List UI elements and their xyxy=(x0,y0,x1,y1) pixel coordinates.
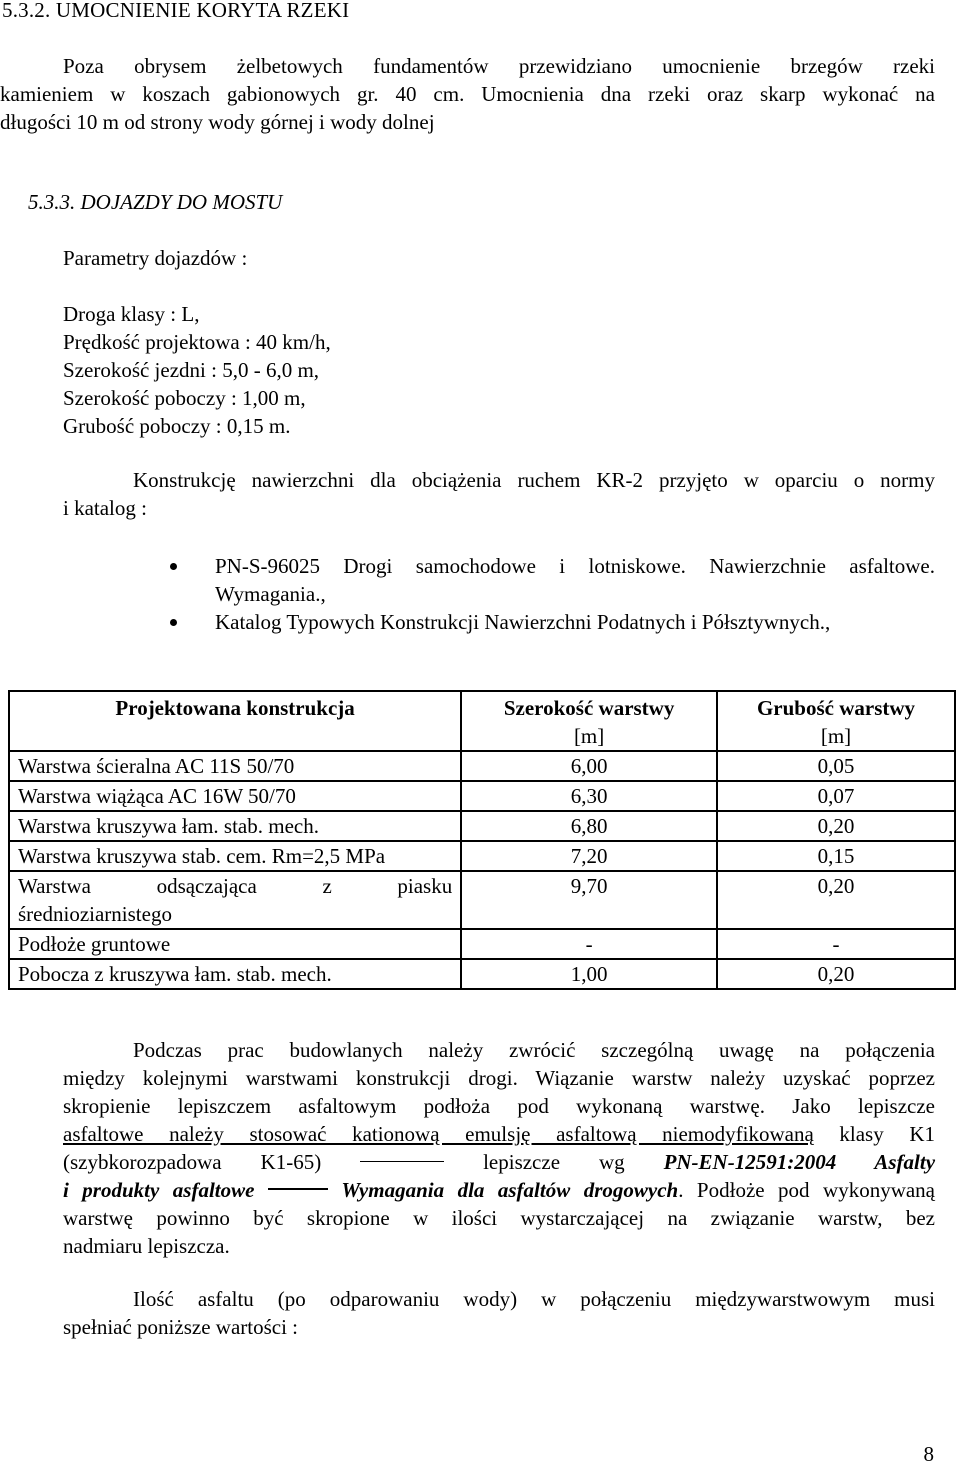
bullet-icon xyxy=(170,619,177,626)
konstrukcja-paragraph xyxy=(63,466,935,522)
cell-layer-name: Podłoże gruntowe xyxy=(9,929,461,959)
bullet-line: Katalog Typowych Konstrukcji Nawierzchni Podatnych i Półsztywnych., xyxy=(215,610,831,634)
paragraph-line: kamieniem w koszach gabionowych gr. 40 cm. Umocnienia dna rzeki oraz skarp wykonać na xyxy=(0,82,935,106)
table-row xyxy=(9,751,955,781)
header-cell-grubosc: Grubość warstwy [m] xyxy=(717,691,955,751)
table-row xyxy=(9,929,955,959)
cell-thickness: 0,15 xyxy=(717,841,955,871)
bullet-item xyxy=(170,552,940,608)
table-header-row xyxy=(9,691,955,751)
cell-line: średnioziarnistego xyxy=(18,902,172,926)
param-item: Droga klasy : L, xyxy=(63,302,200,326)
paragraph-line: Ilość asfaltu (po odparowaniu wody) w połączeniu międzywarstwowym musi xyxy=(133,1287,935,1311)
text-span: klasy K1 xyxy=(839,1122,935,1146)
params-title: Parametry dojazdów : xyxy=(63,246,248,270)
cell-width: 1,00 xyxy=(461,959,717,989)
param-item: Grubość poboczy : 0,15 m. xyxy=(63,414,291,438)
cell-thickness: 0,05 xyxy=(717,751,955,781)
cell-thickness: 0,20 xyxy=(717,811,955,841)
cell-layer-name xyxy=(9,871,461,929)
normative-bullet-list xyxy=(170,552,940,636)
param-item: Prędkość projektowa : 40 km/h, xyxy=(63,330,331,354)
unit-label: [m] xyxy=(820,724,852,748)
cell-layer-name: Warstwa wiążąca AC 16W 50/70 xyxy=(9,781,461,811)
paragraph-umocnienie xyxy=(0,52,935,136)
cell-thickness: 0,07 xyxy=(717,781,955,811)
dash-separator xyxy=(268,1188,328,1190)
norm-reference: PN-EN-12591:2004 Asfalty xyxy=(663,1150,936,1174)
paragraph-line: i katalog : xyxy=(63,496,147,520)
bullet-item xyxy=(170,608,940,636)
text-span: asfaltowe należy stosować kationową emulsję asfaltową niemodyfikowaną xyxy=(63,1122,814,1146)
paragraph-line xyxy=(63,1176,935,1204)
paragraph-line: Konstrukcję nawierzchni dla obciążenia ruchem KR-2 przyjęto w oparciu o normy xyxy=(133,468,935,492)
paragraph-line: skropienie lepiszczem asfaltowym podłoża pod wykonaną warstwę. Jako lepiszcze xyxy=(63,1094,935,1118)
cell-layer-name: Warstwa ścieralna AC 11S 50/70 xyxy=(9,751,461,781)
paragraph-line: warstwę powinno być skropione w ilości wystarczającej na związanie warstw, bez xyxy=(63,1206,935,1230)
paragraph-line xyxy=(63,1148,935,1176)
table-row xyxy=(9,811,955,841)
cell-width: 6,80 xyxy=(461,811,717,841)
bullet-icon xyxy=(170,563,177,570)
cell-thickness: 0,20 xyxy=(717,871,955,929)
paragraph-line: spełniać poniższe wartości : xyxy=(63,1315,298,1339)
table-row xyxy=(9,959,955,989)
unit-label: [m] xyxy=(573,724,605,748)
cell-layer-name: Warstwa kruszywa łam. stab. mech. xyxy=(9,811,461,841)
paragraph-line xyxy=(63,1120,935,1148)
cell-width: 6,30 xyxy=(461,781,717,811)
bullet-line: Wymagania., xyxy=(215,582,326,606)
paragraph-line: nadmiaru lepiszcza. xyxy=(63,1234,230,1258)
page-number: 8 xyxy=(923,1442,934,1466)
cell-width: - xyxy=(461,929,717,959)
norm-reference: Wymagania dla asfaltów drogowych xyxy=(341,1178,679,1202)
bullet-line: PN-S-96025 Drogi samochodowe i lotniskowe. Nawierzchnie asfaltowe. xyxy=(215,554,935,578)
cell-width: 9,70 xyxy=(461,871,717,929)
header-cell-konstrukcja: Projektowana konstrukcja xyxy=(9,691,461,751)
paragraph-line: Poza obrysem żelbetowych fundamentów przewidziano umocnienie brzegów rzeki xyxy=(63,54,935,78)
paragraph-line: Podczas prac budowlanych należy zwrócić szczególną uwagę na połączenia xyxy=(133,1038,935,1062)
section-heading-dojazdy: 5.3.3. DOJAZDY DO MOSTU xyxy=(28,190,283,214)
table-row xyxy=(9,871,955,929)
cell-layer-name: Warstwa kruszywa stab. cem. Rm=2,5 MPa xyxy=(9,841,461,871)
paragraph-lepiszcze xyxy=(63,1036,935,1260)
text-span: . Podłoże pod wykonywaną xyxy=(678,1178,936,1202)
params-list xyxy=(63,300,331,440)
header-cell-szerokosc: Szerokość warstwy [m] xyxy=(461,691,717,751)
paragraph-ilosc-asfaltu xyxy=(63,1285,935,1341)
cell-width: 6,00 xyxy=(461,751,717,781)
cell-line: Warstwa odsączająca z piasku xyxy=(18,874,453,898)
dash-separator xyxy=(360,1161,444,1162)
cell-width: 7,20 xyxy=(461,841,717,871)
section-heading-umocnienie: 5.3.2. UMOCNIENIE KORYTA RZEKI xyxy=(2,0,350,22)
param-item: Szerokość poboczy : 1,00 m, xyxy=(63,386,306,410)
paragraph-line: długości 10 m od strony wody górnej i wody dolnej xyxy=(0,110,435,134)
text-span: lepiszcze wg xyxy=(483,1150,625,1174)
param-item: Szerokość jezdni : 5,0 - 6,0 m, xyxy=(63,358,320,382)
cell-layer-name: Pobocza z kruszywa łam. stab. mech. xyxy=(9,959,461,989)
norm-reference: i produkty asfaltowe xyxy=(63,1178,255,1202)
cell-thickness: 0,20 xyxy=(717,959,955,989)
paragraph-line: między kolejnymi warstwami konstrukcji drogi. Wiązanie warstw należy uzyskać poprzez xyxy=(63,1066,935,1090)
construction-layers-table xyxy=(8,690,956,990)
table-row xyxy=(9,841,955,871)
text-span: (szybkorozpadowa K1-65) xyxy=(63,1150,322,1174)
table-row xyxy=(9,781,955,811)
cell-thickness: - xyxy=(717,929,955,959)
